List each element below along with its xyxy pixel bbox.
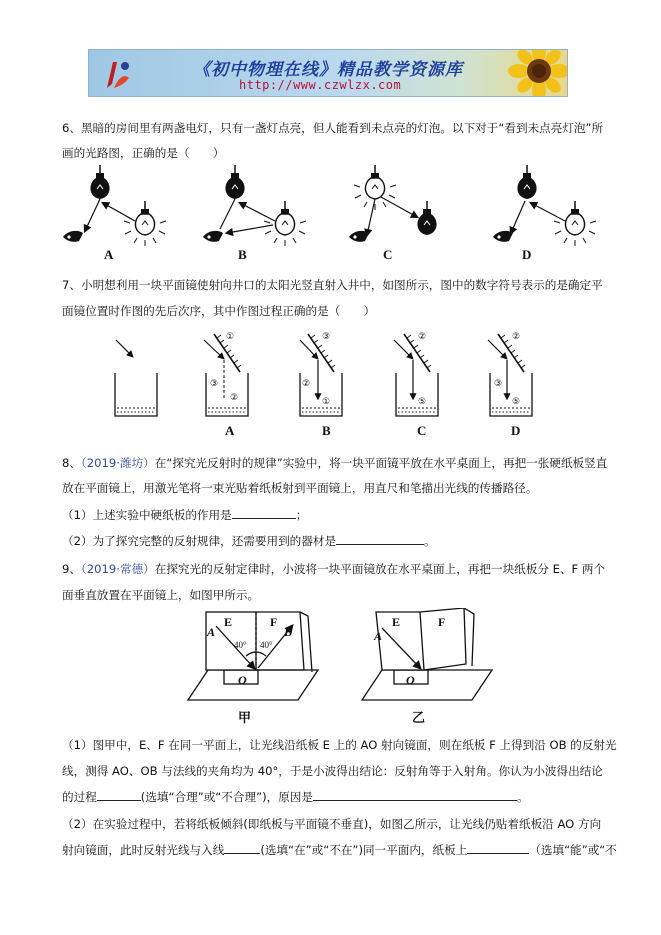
q9-sub2-line1: （2）在实验过程中，若将纸板倾斜(即纸板与平面镜不垂直)，如图乙所示，让光线仍贴着纸板沿 AO 方向 [62,817,602,831]
q9-yi-label-a: A [374,629,383,643]
q6-option-b[interactable]: B [238,247,247,262]
q7-text-line1: 7、小明想利用一块平面镜使射向井口的太阳光竖直射入井中，如图所示，图中的数字符号表示的是确定平 [62,278,603,292]
q9-number: 9、 [62,562,81,576]
q7-option-d-diagram [488,334,532,416]
q7-c-step-2: ② [418,332,427,342]
q8-line1-rest: 在“探究光反射时的规律”实验中，将一块平面镜平放在水平桌面上，再把一张硬纸板竖直 [154,456,608,470]
q9-jia-label-e: E [224,615,233,629]
q7-b-step-3: ③ [322,332,331,342]
q8-sub2-end: 。 [424,534,436,548]
q7-a-step-1: ① [226,332,235,342]
q9-caption-yi: 乙 [412,711,426,726]
q7-b-step-1: ① [322,397,331,407]
q9-yi-label-e: E [392,615,401,629]
q9-caption-jia: 甲 [238,711,252,726]
q6-text-line2: 画的光路图，正确的是（ ） [62,146,225,160]
q9-jia-label-b: B [284,625,293,639]
q9-sub2-l2-start: 射向镜面，此时反射光线与入线 [62,843,225,857]
q6-text-line1: 6、黑暗的房间里有两盏电灯，只有一盏灯点亮，但人能看到未点亮的灯泡。以下对于“看到未点亮灯泡”所 [62,121,604,135]
banner-title: 《初中物理在线》精品教学资源库 [193,60,463,80]
q9-yi-label-o: O [406,673,415,687]
q8-sub1-end: ； [295,508,308,522]
q7-option-a[interactable]: A [225,423,235,438]
q9-sub2-l2-end: （选填“能”或“不 [529,843,617,857]
q9-sub2-l2-mid: (选填“在”或“不在”)同一平面内，纸板上 [260,843,468,857]
q7-b-step-2: ② [302,379,311,389]
q6-option-b-diagram [203,165,306,246]
q7-d-step-5: ⑤ [512,397,521,407]
q6-option-a-diagram [63,165,166,246]
q6-option-d-diagram [493,165,596,246]
q9-jia-label-a: A [207,625,216,639]
sunflower-icon [501,49,568,97]
q9-source: （2019·常德） [80,562,155,576]
q9-sub1-line3 [62,789,529,805]
q6-option-a[interactable]: A [104,247,114,262]
q9-sub1-blank1[interactable] [97,789,141,801]
q9-angle-right: 40° [260,640,273,650]
q6-option-c[interactable]: C [383,247,393,262]
q9-sub2-blank1[interactable] [224,842,260,854]
q8-text-line1 [62,455,607,471]
q7-base-diagram [115,340,157,416]
q8-sub2-blank[interactable] [336,533,424,545]
q8-source: （2019·潍坊） [80,456,155,470]
q9-sub1-blank2[interactable] [313,789,517,801]
q9-sub1-l3-end: 。 [517,790,529,804]
q8-sub1-blank[interactable] [232,507,296,519]
q9-jia-label-f: F [270,615,278,629]
q7-d-step-3: ③ [494,379,503,389]
q9-text-line1 [62,561,605,577]
q9-angle-left: 40° [234,640,247,650]
q9-text-line2: 面垂直放置在平面镜上，如图甲所示。 [62,588,260,602]
q8-text-line2: 放在平面镜上，用激光笔将一束光贴着纸板射到平面镜上，用直尺和笔描出光线的传播路径。 [62,481,538,495]
q9-figure-yi [362,608,492,700]
q9-sub1-l3-mid: (选填“合理”或“不合理”)，原因是 [140,790,313,804]
q8-sub2 [62,533,436,549]
q7-option-a-diagram [204,334,248,416]
q7-d-step-2: ② [512,332,521,342]
q8-number: 8、 [62,456,81,470]
q7-option-b[interactable]: B [322,423,331,438]
site-logo-icon [99,56,135,92]
q9-sub1-l3-start: 的过程 [62,790,97,804]
header-banner [88,49,568,97]
q9-jia-label-o: O [238,673,247,687]
q8-sub2-text: （2）为了探究完整的反射规律，还需要用到的器材是 [62,534,337,548]
q7-a-step-3: ③ [210,379,219,389]
q9-line1-rest: 在探究光的反射定律时，小波将一块平面镜放在水平桌面上，再把一块纸板分 E、F 两个 [154,562,606,576]
q9-sub1-line2: 线，测得 AO、OB 与法线的夹角均为 40°，于是小波得出结论：反射角等于入射角。你认为小波得出结论 [62,764,603,778]
q7-option-b-diagram [300,334,342,416]
q7-figure [110,328,560,423]
q7-c-step-5: ⑤ [418,397,427,407]
q9-figure [180,608,500,726]
q7-text-line2: 面镜位置时作图的先后次序，其中作图过程正确的是（ ） [62,304,376,318]
q8-sub1 [62,507,307,523]
q9-yi-label-f: F [438,615,446,629]
q6-option-d[interactable]: D [522,247,532,262]
q8-sub1-text: （1）上述实验中硬纸板的作用是 [62,508,232,522]
q7-a-step-2: ② [230,393,239,403]
q7-option-d[interactable]: D [511,423,521,438]
q7-option-c[interactable]: C [417,423,427,438]
q6-option-c-diagram [349,165,437,242]
banner-url: http://www.czwlzx.com [239,78,402,92]
q9-sub2-line2 [62,842,617,858]
q7-option-c-diagram [394,334,438,416]
q9-sub1-line1: （1）图甲中，E、F 在同一平面上，让光线沿纸板 E 上的 AO 射向镜面，则在纸板 F 上得到沿 OB 的反射光 [62,738,617,752]
q9-sub2-blank2[interactable] [467,842,529,854]
